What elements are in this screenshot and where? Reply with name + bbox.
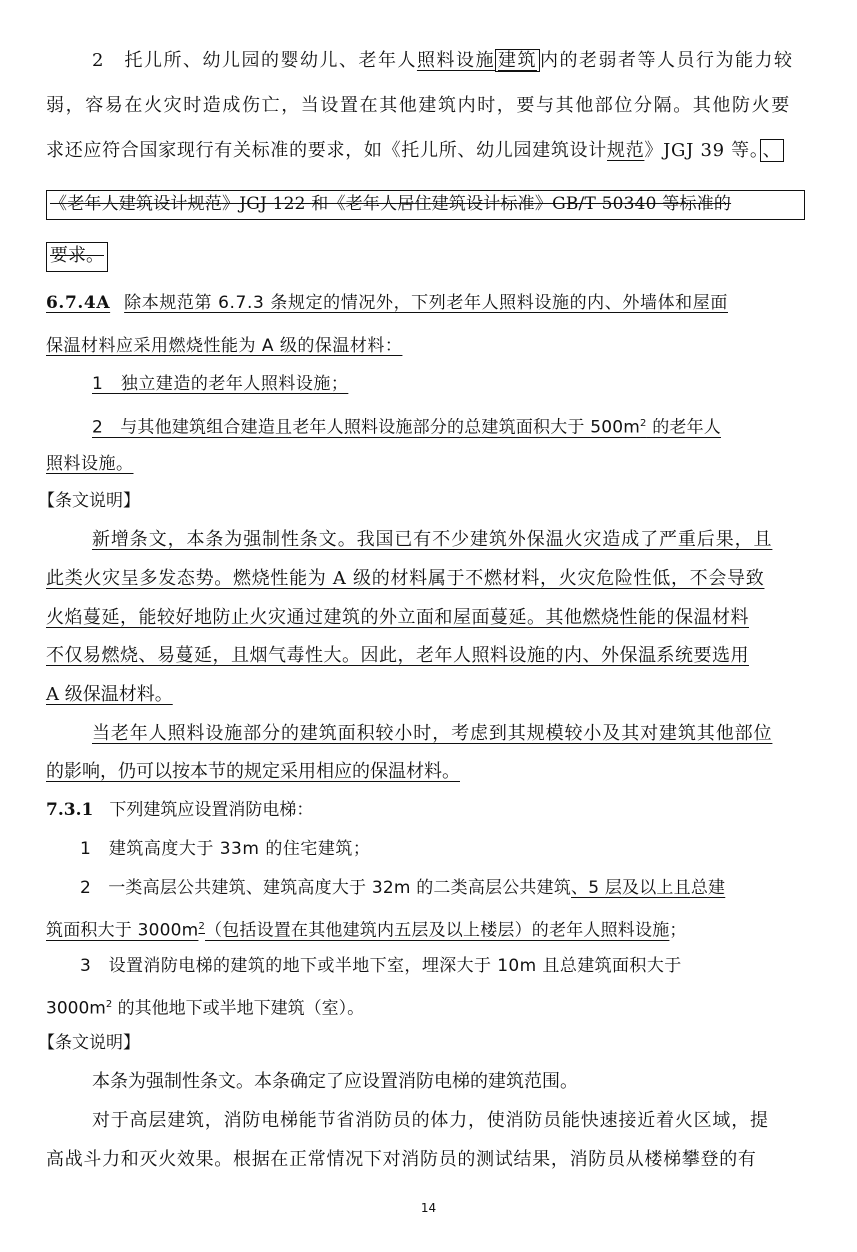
text-run: 的其他地下或半地下建筑（室）。 xyxy=(112,998,365,1019)
text-run: 筑面积大于 3000m xyxy=(46,920,199,941)
text-run: 规范 xyxy=(607,140,645,161)
text-run: 、5 层及以上且总建 xyxy=(571,878,726,898)
text-line: 的影响，仍可以按本节的规定采用相应的保温材料。 xyxy=(46,761,460,782)
text-line xyxy=(0,133,857,169)
text-run: 2 一类高层公共建筑、建筑高度大于 32m 的二类高层公共建筑 xyxy=(80,878,572,898)
deleted-text-line: 《老年人建筑设计规范》JGJ 122 和《老年人居住建筑设计标准》GB/T 50340 等标准的 xyxy=(50,194,732,214)
text-run: 2 托儿所、幼儿园的婴幼儿、老年人 xyxy=(92,50,417,71)
section-label: 【条文说明】 xyxy=(38,1033,140,1053)
text-line: 当老年人照料设施部分的建筑面积较小时，考虑到其规模较小及其对建筑其他部位 xyxy=(92,723,773,744)
superscript: 2 xyxy=(198,921,205,932)
text-line: 本条为强制性条文。本条确定了应设置消防电梯的建筑范围。 xyxy=(92,1071,578,1092)
clause-heading-line xyxy=(0,285,857,321)
page-number: 14 xyxy=(420,1201,437,1215)
superscript: 2 xyxy=(105,999,113,1010)
text-line: 此类火灾呈多发态势。燃烧性能为 A 级的材料属于不燃材料，火灾危险性低，不会导致 xyxy=(46,568,765,589)
text-line: 新增条文，本条为强制性条文。我国已有不少建筑外保温火灾造成了严重后果，且 xyxy=(92,529,773,550)
text-run: 求还应符合国家现行有关标准的要求，如《托儿所、幼儿园建筑设计 xyxy=(46,140,607,161)
text-run: 3000m xyxy=(46,998,106,1019)
text-run: 》JGJ 39 等。 xyxy=(644,140,760,161)
text-line: 对于高层建筑，消防电梯能节省消防员的体力，使消防员能快速接近着火区域，提 xyxy=(92,1110,769,1131)
text-line: 照料设施。 xyxy=(46,454,134,474)
text-line xyxy=(0,43,857,79)
text-run: 的老年人 xyxy=(646,417,721,438)
text-line: 保温材料应采用燃烧性能为 A 级的保温材料： xyxy=(46,336,403,356)
boxed-text: 建筑 xyxy=(495,49,540,72)
list-item: 3 设置消防电梯的建筑的地下或半地下室，埋深大于 10m 且总建筑面积大于 xyxy=(80,956,682,976)
text-line: 火焰蔓延，能较好地防止火灾通过建筑的外立面和屋面蔓延。其他燃烧性能的保温材料 xyxy=(46,607,749,628)
list-item: 1 建筑高度大于 33m 的住宅建筑； xyxy=(80,839,371,859)
boxed-text: 、 xyxy=(760,139,785,162)
text-line: 不仅易燃烧、易蔓延，且烟气毒性大。因此，老年人照料设施的内、外保温系统要选用 xyxy=(46,645,749,666)
text-line: 高战斗力和灭火效果。根据在正常情况下对消防员的测试结果，消防员从楼梯攀登的有 xyxy=(46,1149,757,1170)
text-run: 除本规范第 6.7.3 条规定的情况外，下列老年人照料设施的内、外墙体和屋面 xyxy=(124,293,728,313)
text-run: 内的老弱者等人员行为能力较 xyxy=(539,50,794,71)
clause-heading-line xyxy=(0,792,857,828)
text-run: 照料设施 xyxy=(416,50,495,71)
text-line: A 级保温材料。 xyxy=(46,684,173,705)
text-line xyxy=(0,909,857,945)
text-line: 弱，容易在火灾时造成伤亡，当设置在其他建筑内时，要与其他部位分隔。其他防火要 xyxy=(46,95,791,116)
text-run: （包括设置在其他建筑内五层及以上楼层）的老年人照料设施 xyxy=(205,920,670,941)
list-item xyxy=(0,870,857,906)
list-item xyxy=(0,406,857,442)
clause-number: 6.7.4A xyxy=(46,293,111,313)
text-run: 下列建筑应设置消防电梯： xyxy=(109,800,314,820)
text-run: 2 与其他建筑组合建造且老年人照料设施部分的总建筑面积大于 500m xyxy=(92,417,641,438)
section-label: 【条文说明】 xyxy=(38,491,140,511)
text-line xyxy=(0,987,857,1023)
deleted-text-line: 要求。 xyxy=(50,245,104,266)
superscript: 2 xyxy=(640,418,647,429)
text-run: ； xyxy=(669,920,687,941)
clause-number: 7.3.1 xyxy=(46,800,94,820)
list-item: 1 独立建造的老年人照料设施； xyxy=(92,374,349,394)
